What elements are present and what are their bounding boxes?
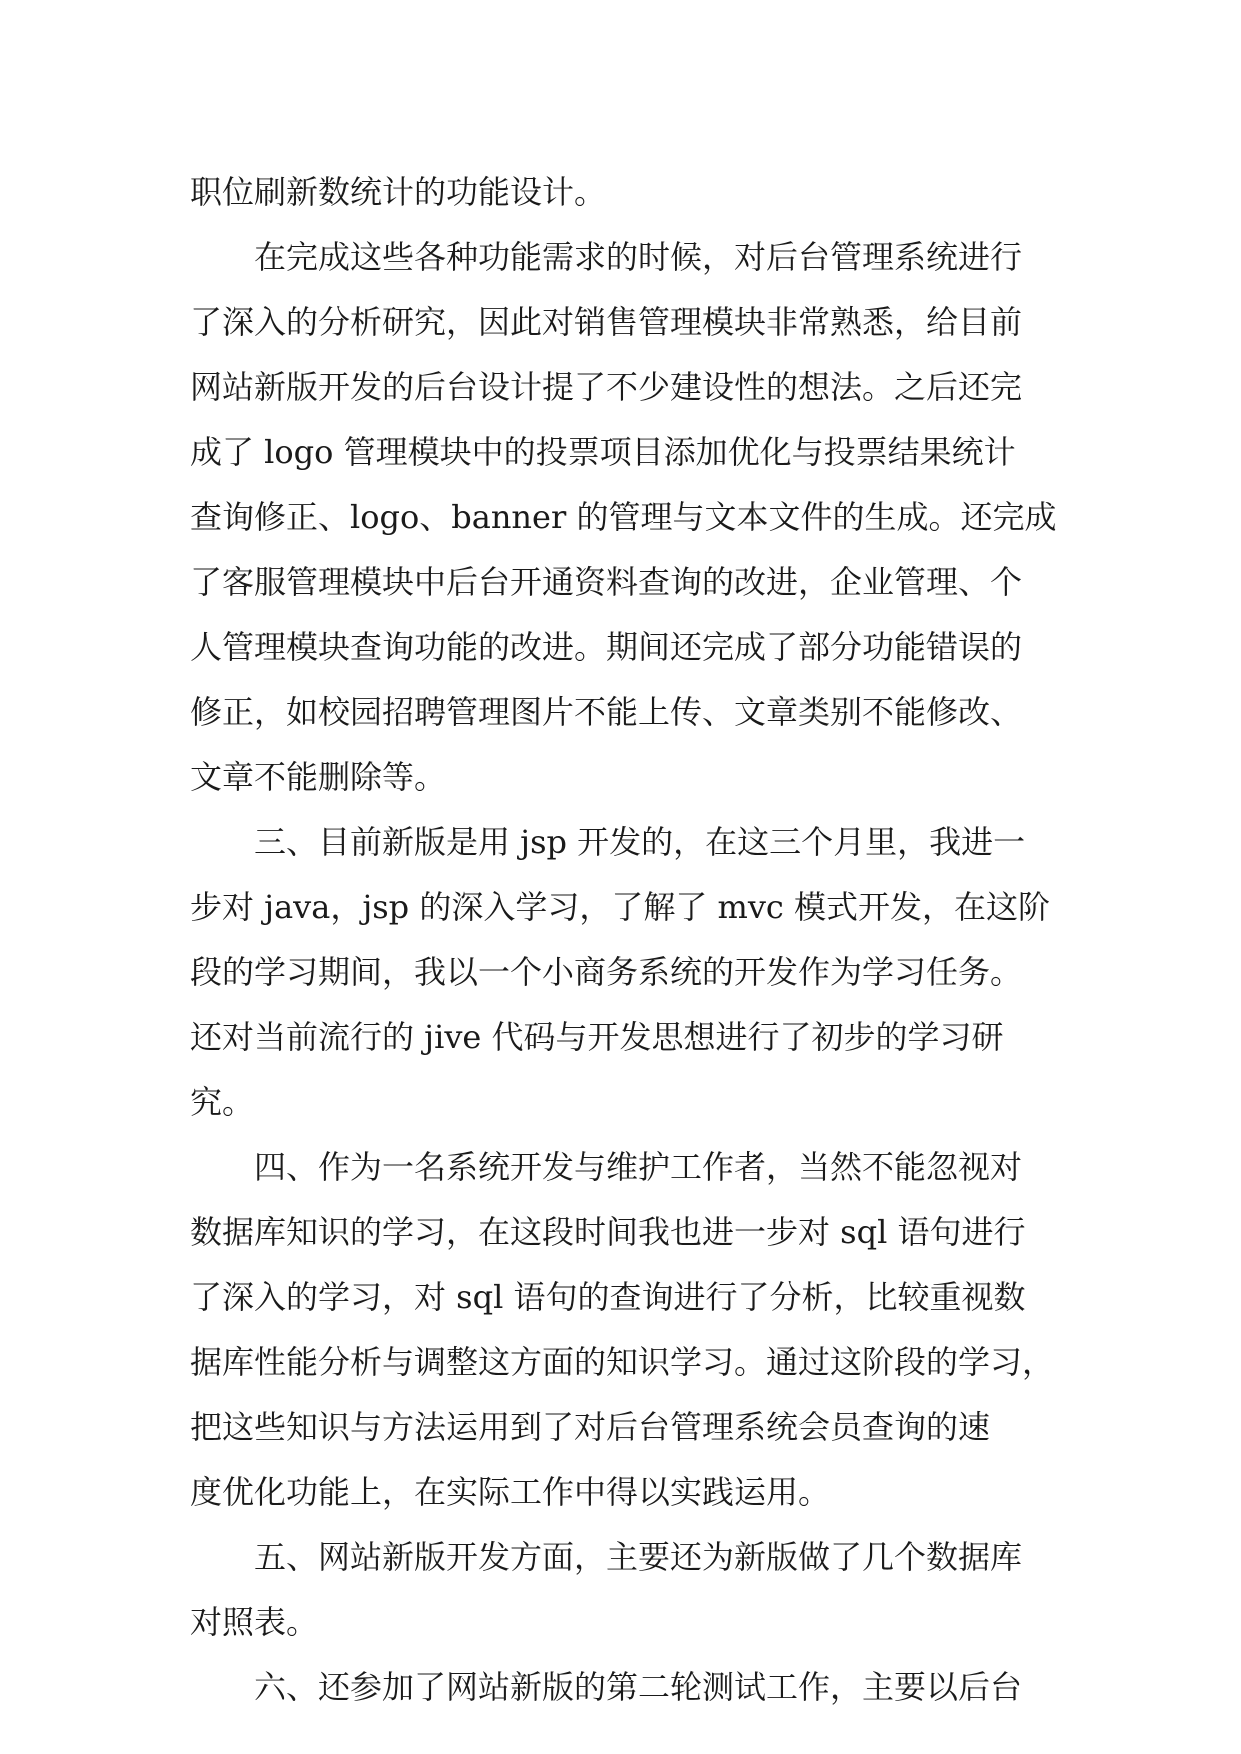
text-line: 步对 java，jsp 的深入学习，了解了 mvc 模式开发，在这阶 [190, 888, 1051, 926]
text-line: 究。 [190, 1083, 255, 1121]
text-line: 数据库知识的学习，在这段时间我也进一步对 sql 语句进行 [190, 1213, 1026, 1251]
text-line: 六、还参加了网站新版的第二轮测试工作，主要以后台 [254, 1668, 1023, 1706]
text-line: 段的学习期间，我以一个小商务系统的开发作为学习任务。 [190, 953, 1023, 991]
text-line: 五、网站新版开发方面，主要还为新版做了几个数据库 [254, 1538, 1023, 1576]
text-line: 对照表。 [190, 1603, 319, 1641]
text-line: 据库性能分析与调整这方面的知识学习。通过这阶段的学习， [190, 1343, 1055, 1381]
text-line: 四、作为一名系统开发与维护工作者，当然不能忽视对 [254, 1148, 1023, 1186]
text-line: 三、目前新版是用 jsp 开发的，在这三个月里，我进一 [254, 823, 1026, 861]
text-line: 度优化功能上，在实际工作中得以实践运用。 [190, 1473, 831, 1511]
text-line: 职位刷新数统计的功能设计。 [190, 173, 607, 211]
text-line: 还对当前流行的 jive 代码与开发思想进行了初步的学习研 [190, 1018, 1004, 1056]
text-line: 网站新版开发的后台设计提了不少建设性的想法。之后还完 [190, 368, 1023, 406]
text-line: 成了 logo 管理模块中的投票项目添加优化与投票结果统计 [190, 433, 1016, 471]
text-line: 查询修正、logo、banner 的管理与文本文件的生成。还完成 [190, 498, 1057, 536]
text-line: 人管理模块查询功能的改进。期间还完成了部分功能错误的 [190, 628, 1023, 666]
text-line: 文章不能删除等。 [190, 758, 447, 796]
document-body [190, 160, 1070, 1720]
text-line: 修正，如校园招聘管理图片不能上传、文章类别不能修改、 [190, 693, 1023, 731]
text-line: 把这些知识与方法运用到了对后台管理系统会员查询的速 [190, 1408, 991, 1446]
text-line: 在完成这些各种功能需求的时候，对后台管理系统进行 [254, 238, 1023, 276]
text-line: 了深入的分析研究，因此对销售管理模块非常熟悉，给目前 [190, 303, 1023, 341]
text-line: 了深入的学习，对 sql 语句的查询进行了分析，比较重视数 [190, 1278, 1026, 1316]
text-line: 了客服管理模块中后台开通资料查询的改进，企业管理、个 [190, 563, 1023, 601]
